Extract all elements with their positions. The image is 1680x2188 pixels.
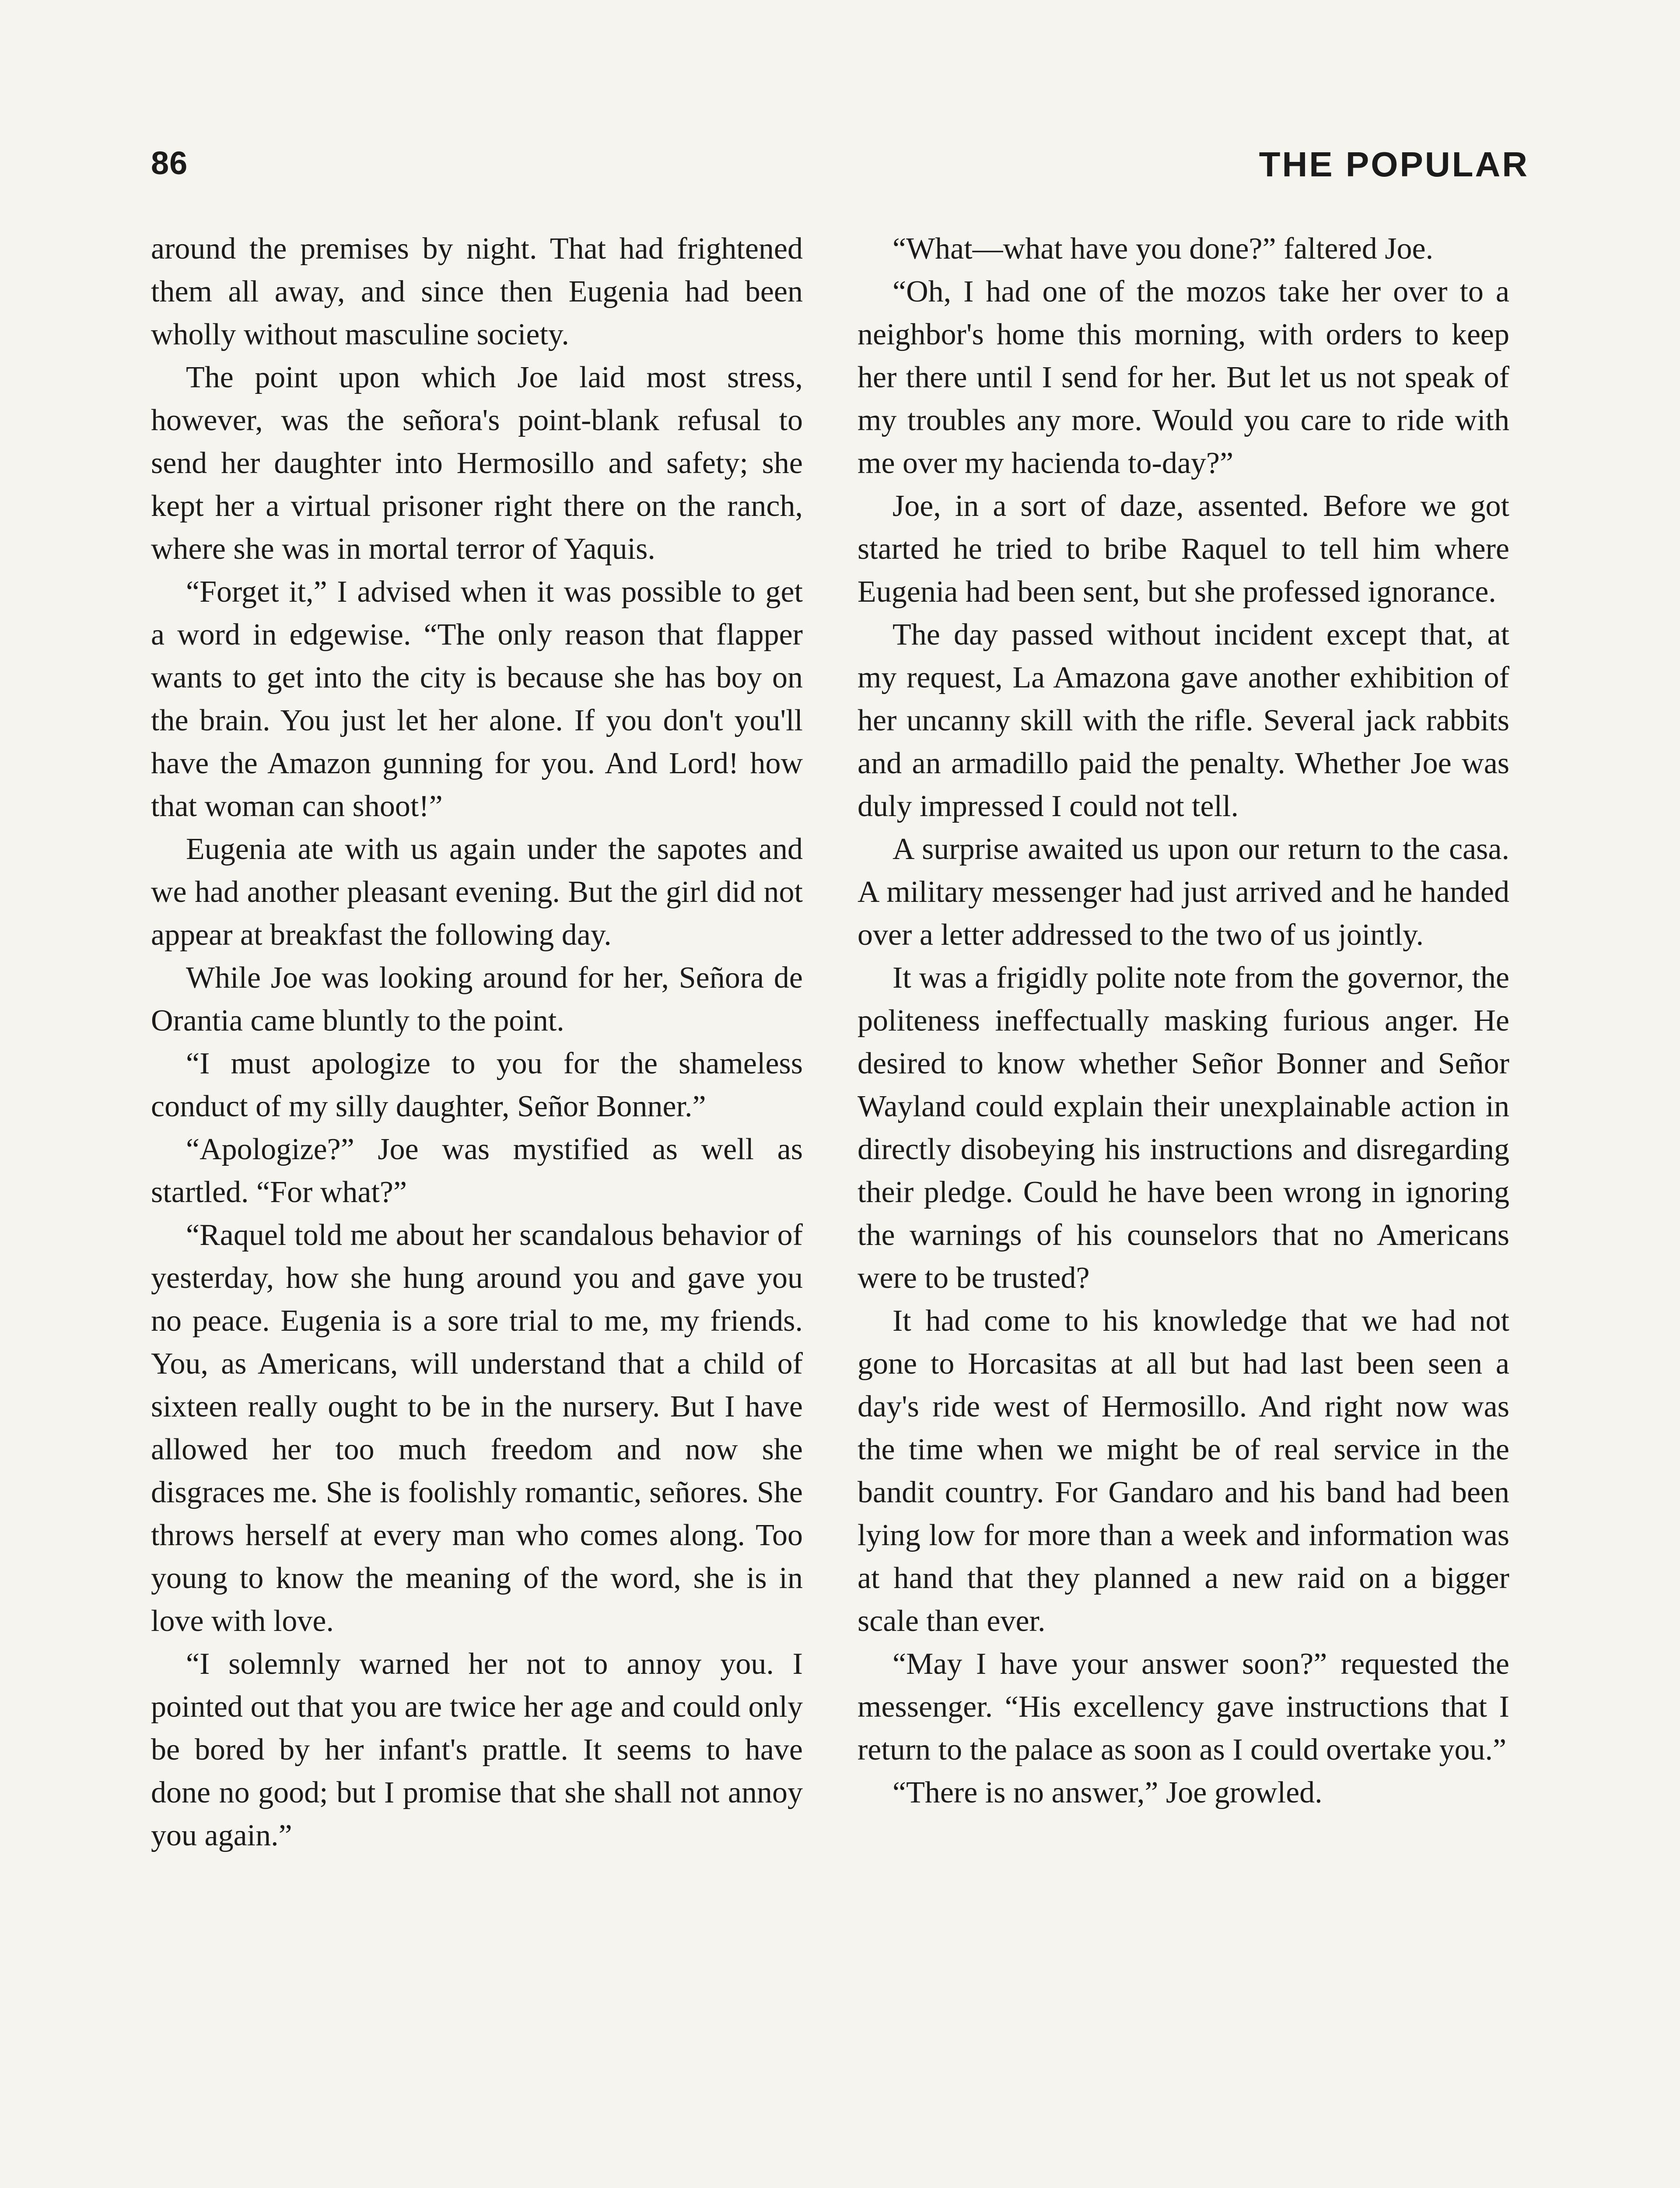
paragraph: “Apologize?” Joe was mystified as well as startled. “For what?” <box>151 1133 803 1209</box>
paragraph: Eugenia ate with us again under the sapotes and we had another pleasant evening. But the girl did not appear at breakfast the following day. <box>151 832 803 952</box>
left-column <box>151 228 803 2188</box>
paragraph: “May I have your answer soon?” requested the messenger. “His excellency gave instructions that I return to the palace as soon as I could overtake you.” <box>858 1647 1509 1767</box>
paragraph: “Raquel told me about her scandalous behavior of yesterday, how she hung around you and gave you no peace. Eugenia is a sore trial to me, my friends. You, as Americans, will understand that a child of sixteen really ought to be in the nursery. But I have allowed her too much freedom and now she disgraces me. She is foolishly romantic, señores. She throws herself at every man who comes along. Too young to know the meaning of the word, she is in love with love. <box>151 1218 803 1638</box>
paragraph: around the premises by night. That had frightened them all away, and since then Eugenia had been wholly without masculine society. <box>151 232 803 351</box>
running-head: THE POPULAR <box>1259 145 1529 184</box>
paragraph: It was a frigidly polite note from the governor, the politeness ineffectually masking furious anger. He desired to know whether Señor Bonner and Señor Wayland could explain their unexplainable action in directly disobeying his instructions and disregarding their pledge. Could he have been wrong in ignoring the warnings of his counselors that no Americans were to be trusted? <box>858 961 1509 1295</box>
paragraph: “There is no answer,” Joe growled. <box>892 1776 1323 1809</box>
paragraph: The day passed without incident except that, at my request, La Amazona gave another exhibition of her uncanny skill with the rifle. Several jack rabbits and an armadillo paid the penalty. Whether Joe was duly impressed I could not tell. <box>858 618 1509 823</box>
page-number: 86 <box>151 145 188 181</box>
paragraph: A surprise awaited us upon our return to the casa. A military messenger had just arrived and he handed over a letter addressed to the two of us jointly. <box>858 832 1509 952</box>
page-header <box>151 144 1529 197</box>
paragraph: While Joe was looking around for her, Señora de Orantia came bluntly to the point. <box>151 961 803 1038</box>
paragraph: “What—what have you done?” faltered Joe. <box>892 232 1434 266</box>
paragraph: It had come to his knowledge that we had not gone to Horcasitas at all but had last been seen a day's ride west of Hermosillo. And right now was the time when we might be of real service in the bandit country. For Gandaro and his band had been lying low for more than a week and information was at hand that they planned a new raid on a bigger scale than ever. <box>858 1304 1509 1638</box>
right-column <box>858 228 1509 2188</box>
text-columns <box>151 228 1525 2188</box>
paragraph: The point upon which Joe laid most stress, however, was the señora's point-blank refusal to send her daughter into Hermosillo and safety; she kept her a virtual prisoner right there on the ranch, where she was in mortal terror of Yaquis. <box>151 361 803 566</box>
paragraph: “I must apologize to you for the shameless conduct of my silly daughter, Señor Bonner.” <box>151 1047 803 1123</box>
paragraph: “I solemnly warned her not to annoy you. I pointed out that you are twice her age and could only be bored by her infant's prattle. It seems to have done no good; but I promise that she shall not annoy you again.” <box>151 1647 803 1852</box>
paragraph: “Forget it,” I advised when it was possible to get a word in edgewise. “The only reason that flapper wants to get into the city is because she has boy on the brain. You just let her alone. If you don't you'll have the Amazon gunning for you. And Lord! how that woman can shoot!” <box>151 575 803 823</box>
paragraph: “Oh, I had one of the mozos take her over to a neighbor's home this morning, with orders to keep her there until I send for her. But let us not speak of my troubles any more. Would you care to ride with me over my hacienda to-day?” <box>858 275 1509 480</box>
paragraph: Joe, in a sort of daze, assented. Before we got started he tried to bribe Raquel to tell him where Eugenia had been sent, but she professed ignorance. <box>858 489 1509 609</box>
